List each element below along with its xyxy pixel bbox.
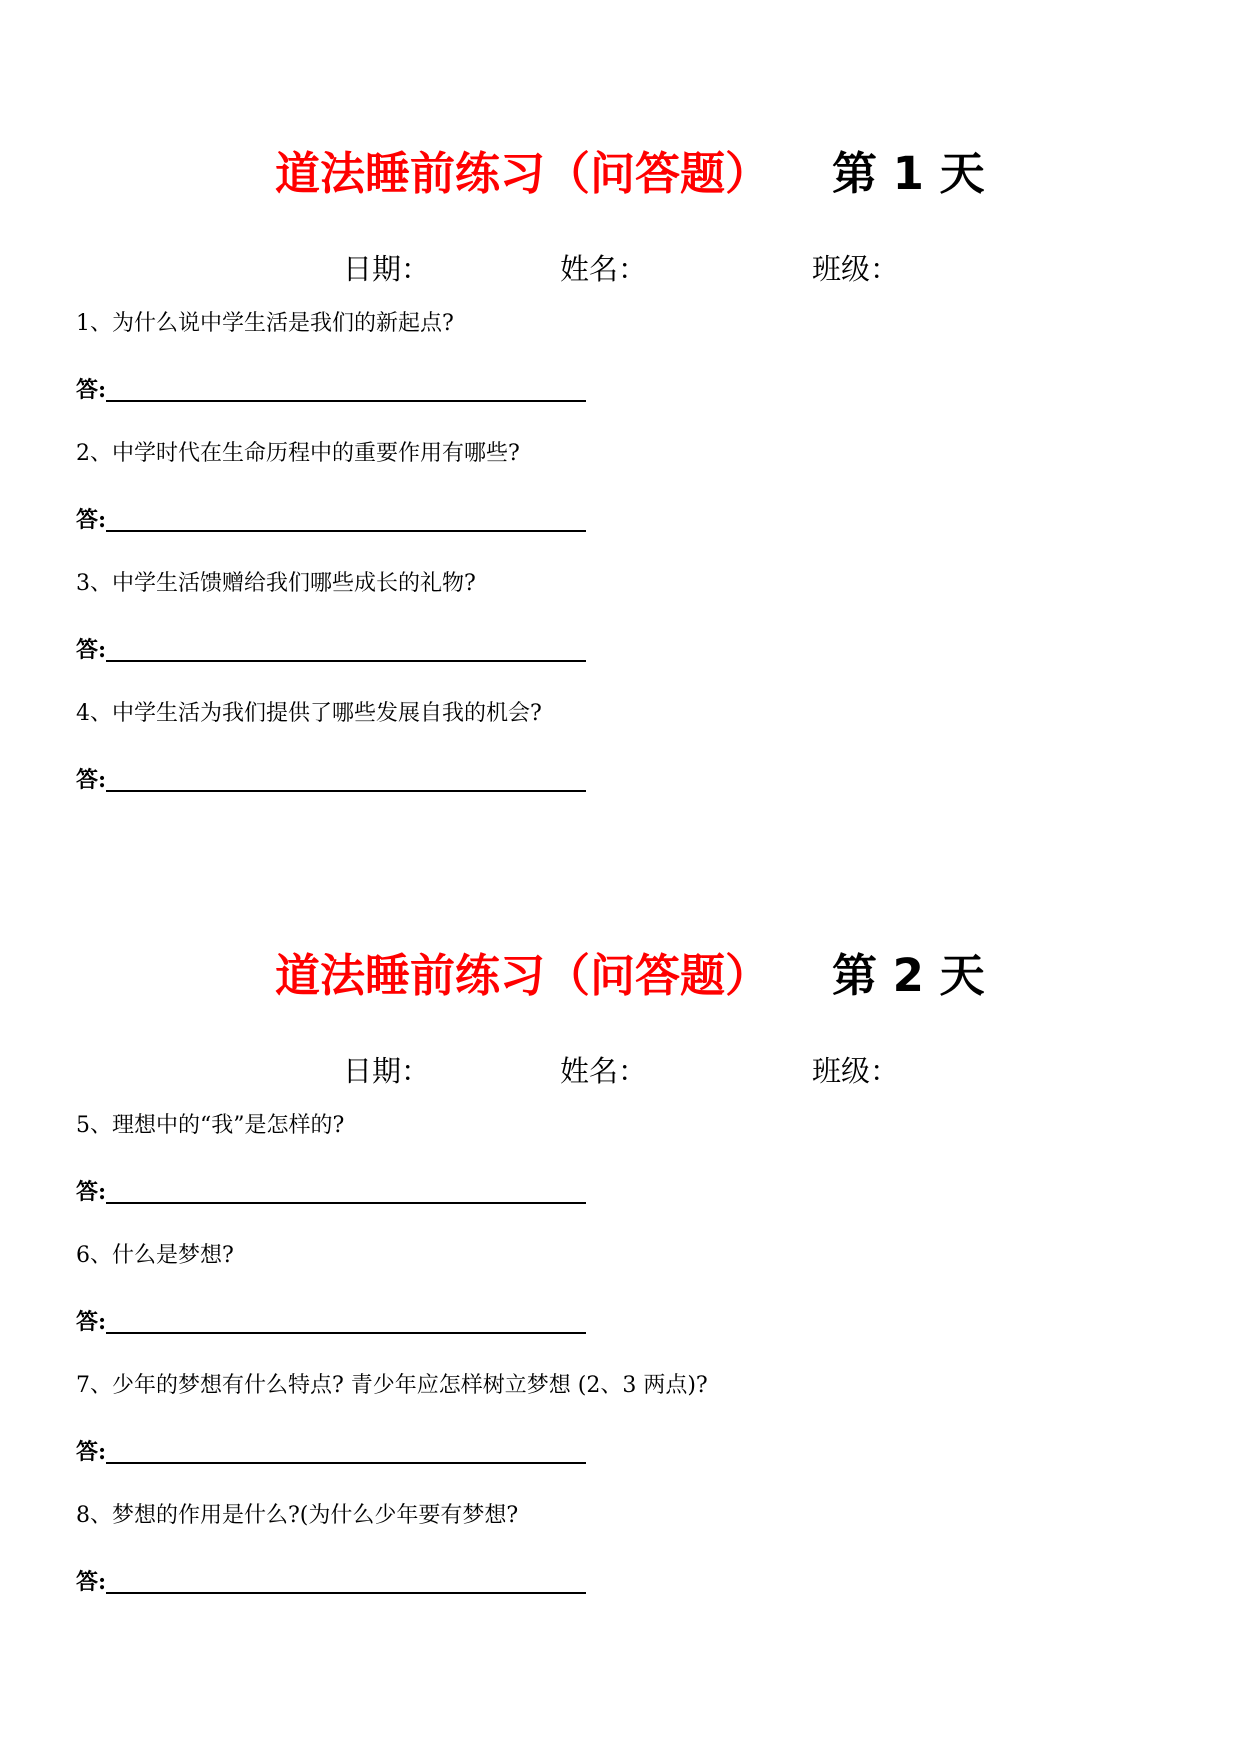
question-4: 4、中学生活为我们提供了哪些发展自我的机会? xyxy=(76,701,542,726)
answer-label: 答: xyxy=(76,377,107,403)
answer-row-2 xyxy=(76,507,586,533)
answer-blank-line xyxy=(106,768,586,792)
answer-row-4 xyxy=(76,767,586,793)
answer-blank-line xyxy=(106,1310,586,1334)
name-field-label: 姓名： xyxy=(560,252,648,286)
question-1: 1、为什么说中学生活是我们的新起点? xyxy=(76,311,454,336)
worksheet-section-day-2 xyxy=(0,802,1241,1602)
answer-row-1 xyxy=(76,377,586,403)
class-field-label: 班级： xyxy=(812,1054,900,1088)
date-field-label: 日期： xyxy=(343,1054,431,1088)
section-day-label: 第 2 天 xyxy=(832,949,985,1002)
answer-row-5 xyxy=(76,1179,586,1205)
section-title: 道法睡前练习（问答题） xyxy=(275,949,771,1002)
answer-blank-line xyxy=(106,1570,586,1594)
answer-label: 答: xyxy=(76,1569,107,1595)
question-3: 3、中学生活馈赠给我们哪些成长的礼物? xyxy=(76,571,476,596)
section-title: 道法睡前练习（问答题） xyxy=(275,147,771,200)
answer-row-3 xyxy=(76,637,586,663)
answer-label: 答: xyxy=(76,637,107,663)
answer-label: 答: xyxy=(76,507,107,533)
answer-label: 答: xyxy=(76,1439,107,1465)
question-6: 6、什么是梦想? xyxy=(76,1243,234,1268)
answer-blank-line xyxy=(106,508,586,532)
class-field-label: 班级： xyxy=(812,252,900,286)
answer-row-8 xyxy=(76,1569,586,1595)
answer-label: 答: xyxy=(76,1179,107,1205)
answer-row-6 xyxy=(76,1309,586,1335)
answer-blank-line xyxy=(106,1180,586,1204)
date-field-label: 日期： xyxy=(343,252,431,286)
answer-label: 答: xyxy=(76,1309,107,1335)
question-8: 8、梦想的作用是什么?(为什么少年要有梦想? xyxy=(76,1503,519,1528)
answer-blank-line xyxy=(106,638,586,662)
answer-row-7 xyxy=(76,1439,586,1465)
answer-blank-line xyxy=(106,378,586,402)
answer-label: 答: xyxy=(76,767,107,793)
answer-blank-line xyxy=(106,1440,586,1464)
question-2: 2、中学时代在生命历程中的重要作用有哪些? xyxy=(76,441,520,466)
section-day-label: 第 1 天 xyxy=(832,147,985,200)
question-5: 5、理想中的“我”是怎样的? xyxy=(76,1113,345,1138)
worksheet-section-day-1 xyxy=(0,0,1241,800)
name-field-label: 姓名： xyxy=(560,1054,648,1088)
question-7: 7、少年的梦想有什么特点? 青少年应怎样树立梦想 (2、3 两点)? xyxy=(76,1373,708,1398)
